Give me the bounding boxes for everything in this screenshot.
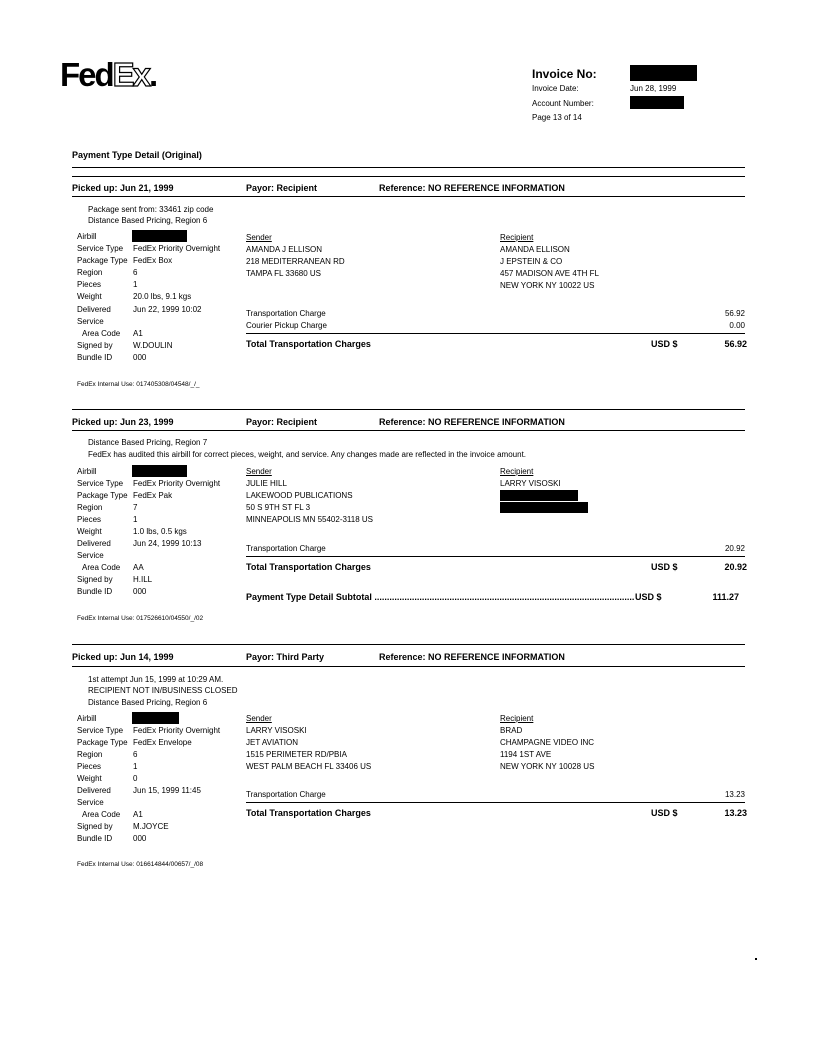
bundle-id-label: Bundle ID [77,587,113,596]
total-currency: USD $ [651,808,678,818]
weight-label: Weight [77,774,102,783]
subtotal-amount: 111.27 [712,592,739,602]
recipient-line: BRAD [500,726,523,735]
redacted-recipient-address [500,502,588,513]
payor: Payor: Recipient [246,183,318,193]
signed-by: W.DOULIN [133,340,173,350]
payor: Payor: Recipient [246,417,318,427]
charge-label: Transportation Charge [246,309,326,318]
region-label: Region [77,503,103,512]
divider [72,644,745,645]
divider [246,556,745,557]
pieces-label: Pieces [77,280,102,290]
service-label: Service [77,551,104,560]
reference: Reference: NO REFERENCE INFORMATION [379,417,565,427]
area-code-label: Area Code [82,563,121,572]
total-currency: USD $ [651,562,678,572]
sender-block [246,466,373,526]
sender-line: LAKEWOOD PUBLICATIONS [246,491,353,500]
delivered: Jun 22, 1999 10:02 [133,304,202,314]
signed-by: M.JOYCE [133,822,169,831]
service-label: Service [77,798,104,807]
total-amount: 13.23 [724,808,747,818]
area-code: A1 [133,810,143,819]
field-labels [77,713,128,845]
airbill-label: Airbill [77,467,97,476]
package-type: FedEx Box [133,256,173,266]
note: Package sent from: 33461 zip code [88,205,214,214]
divider [72,409,745,410]
pieces: 1 [133,280,138,290]
sender-block [246,713,371,773]
invoice-no-label: Invoice No: [532,67,597,81]
divider [246,802,745,803]
note: RECIPIENT NOT IN/BUSINESS CLOSED [88,686,238,695]
page-number: Page 13 of 14 [532,113,582,122]
redacted-account-number [630,96,684,109]
note: Distance Based Pricing, Region 7 [88,438,208,447]
charge-amount: 20.92 [724,544,745,553]
recipient-line: 1194 1ST AVE [500,750,552,759]
note: 1st attempt Jun 15, 1999 at 10:29 AM. [88,675,224,684]
logo-ex: Ex [112,56,150,93]
airbill-label: Airbill [77,232,97,241]
region-label: Region [77,268,103,278]
sender-line: WEST PALM BEACH FL 33406 US [246,762,372,771]
service-type-label: Service Type [77,479,124,488]
area-code: AA [133,563,144,572]
recipient-line: NEW YORK NY 10022 US [500,281,595,290]
subtotal-label: Payment Type Detail Subtotal ........................................................................................................ [246,592,635,602]
delivered: Jun 24, 1999 10:13 [133,539,202,548]
divider [72,196,745,197]
delivered: Jun 15, 1999 11:45 [133,786,201,795]
page-mark [755,958,757,960]
reference: Reference: NO REFERENCE INFORMATION [379,652,565,662]
airbill-label: Airbill [77,714,97,723]
package-type: FedEx Pak [133,491,173,500]
area-code-label: Area Code [82,810,121,819]
total-label: Total Transportation Charges [246,808,371,818]
delivered-label: Delivered [77,539,111,548]
field-values [133,713,220,845]
pieces-label: Pieces [77,515,102,524]
sender-label: Sender [246,233,272,242]
divider [246,333,745,334]
total-amount: 56.92 [724,339,747,349]
sender-line: JULIE HILL [246,479,287,488]
section-title: Payment Type Detail (Original) [72,150,202,160]
recipient-block [500,713,594,773]
total-label: Total Transportation Charges [246,562,371,572]
sender-label: Sender [246,467,272,476]
field-labels [77,466,128,598]
sender-line: MINNEAPOLIS MN 55402-3118 US [246,515,374,524]
sender-line: 218 MEDITERRANEAN RD [246,257,345,266]
recipient-block [500,466,561,490]
pieces: 1 [133,762,138,771]
invoice-date: Jun 28, 1999 [630,84,677,93]
pieces: 1 [133,515,138,524]
total-currency: USD $ [651,339,678,349]
sender-line: AMANDA J ELLISON [246,245,323,254]
field-labels [77,231,128,364]
redacted-recipient-company [500,490,578,501]
package-type-label: Package Type [77,738,128,747]
recipient-line: AMANDA ELLISON [500,245,570,254]
sender-line: 1515 PERIMETER RD/PBIA [246,750,347,759]
weight: 20.0 lbs, 9.1 kgs [133,292,192,302]
delivered-label: Delivered [77,786,111,795]
service-type-label: Service Type [77,244,124,254]
redacted-invoice-no [630,65,697,81]
bundle-id: 000 [133,587,147,596]
internal-use: FedEx Internal Use: 017526610/04550/_/02 [77,615,204,622]
recipient-line: CHAMPAGNE VIDEO INC [500,738,595,747]
recipient-line: 457 MADISON AVE 4TH FL [500,269,599,278]
account-number-label: Account Number: [532,99,594,108]
weight: 1.0 lbs, 0.5 kgs [133,527,187,536]
internal-use: FedEx Internal Use: 017405308/04548/_/_ [77,381,200,388]
service-type-label: Service Type [77,726,124,735]
region: 7 [133,503,138,512]
picked-up: Picked up: Jun 21, 1999 [72,183,174,193]
sender-line: LARRY VISOSKI [246,726,307,735]
bundle-id-label: Bundle ID [77,834,113,843]
recipient-label: Recipient [500,467,534,476]
recipient-block [500,232,599,292]
sender-block [246,232,345,280]
signed-by-label: Signed by [77,575,113,584]
field-values [133,466,220,598]
region: 6 [133,268,138,278]
charge-amount: 0.00 [729,321,745,330]
recipient-label: Recipient [500,233,534,242]
delivered-label: Delivered [77,304,111,314]
total-amount: 20.92 [724,562,747,572]
region-label: Region [77,750,103,759]
fedex-logo: FedEx. [60,56,157,93]
field-values [133,231,220,364]
weight-label: Weight [77,527,102,536]
signed-by: H.ILL [133,575,153,584]
logo-fed: Fed [60,56,113,93]
pieces-label: Pieces [77,762,102,771]
region: 6 [133,750,138,759]
charge-label: Transportation Charge [246,544,326,553]
weight: 0 [133,774,138,783]
divider [72,666,745,667]
bundle-id: 000 [133,352,147,362]
sender-line: 50 S 9TH ST FL 3 [246,503,311,512]
note: FedEx has audited this airbill for correct pieces, weight, and service. Any changes made are reflected in the invoice amount. [88,450,527,459]
service-label: Service [77,316,104,326]
area-code: A1 [133,328,143,338]
charge-amount: 56.92 [724,309,745,318]
note: Distance Based Pricing, Region 6 [88,216,208,225]
recipient-line: LARRY VISOSKI [500,479,561,488]
internal-use: FedEx Internal Use: 016614844/00657/_/08 [77,861,204,868]
package-type-label: Package Type [77,491,128,500]
area-code-label: Area Code [82,328,121,338]
subtotal-currency: USD $ [635,592,662,602]
payor: Payor: Third Party [246,652,325,662]
reference: Reference: NO REFERENCE INFORMATION [379,183,565,193]
charge-label: Courier Pickup Charge [246,321,327,330]
invoice-date-label: Invoice Date: [532,84,579,93]
recipient-line: NEW YORK NY 10028 US [500,762,595,771]
charge-label: Transportation Charge [246,790,326,799]
service-type: FedEx Priority Overnight [133,479,221,488]
signed-by-label: Signed by [77,340,113,350]
note: Distance Based Pricing, Region 6 [88,698,208,707]
package-type-label: Package Type [77,256,128,266]
sender-line: TAMPA FL 33680 US [246,269,321,278]
picked-up: Picked up: Jun 23, 1999 [72,417,174,427]
bundle-id-label: Bundle ID [77,352,113,362]
divider [72,167,745,168]
sender-line: JET AVIATION [246,738,299,747]
total-label: Total Transportation Charges [246,339,371,349]
divider [72,176,745,177]
sender-label: Sender [246,714,272,723]
picked-up: Picked up: Jun 14, 1999 [72,652,174,662]
recipient-label: Recipient [500,714,534,723]
bundle-id: 000 [133,834,147,843]
signed-by-label: Signed by [77,822,113,831]
weight-label: Weight [77,292,102,302]
charge-amount: 13.23 [724,790,745,799]
service-type: FedEx Priority Overnight [133,726,221,735]
recipient-line: J EPSTEIN & CO [500,257,563,266]
package-type: FedEx Envelope [133,738,192,747]
divider [72,430,745,431]
service-type: FedEx Priority Overnight [133,244,221,254]
